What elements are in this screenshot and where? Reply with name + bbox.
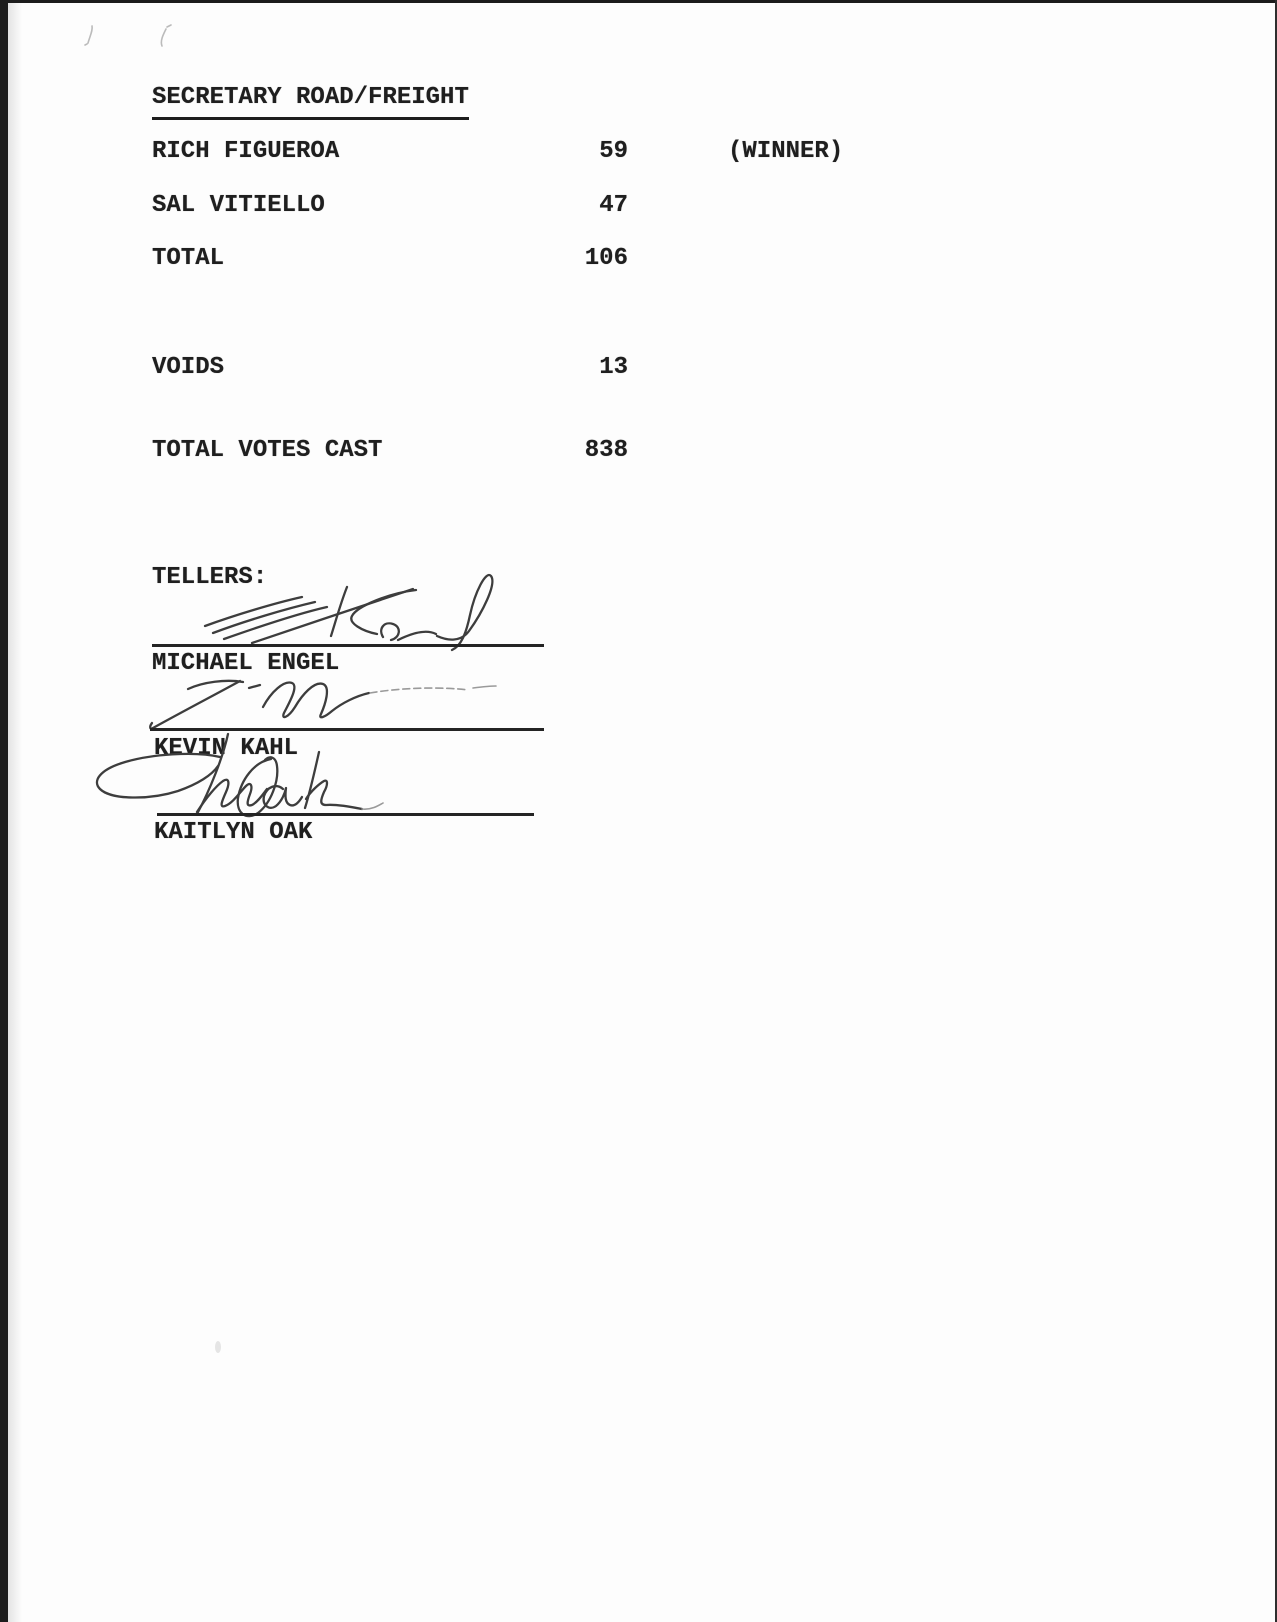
voids-count: 13	[599, 354, 628, 381]
teller-name: KAITLYN OAK	[154, 819, 313, 846]
total-votes-label: TOTAL VOTES CAST	[152, 437, 383, 464]
teller-name: KEVIN KAHL	[154, 735, 299, 762]
total-votes-count: 838	[584, 437, 628, 464]
voids-label: VOIDS	[152, 354, 225, 381]
total-count: 106	[584, 245, 628, 272]
candidate-name: SAL VITIELLO	[152, 192, 325, 219]
candidate-name: RICH FIGUEROA	[152, 138, 340, 165]
vote-count: 47	[599, 192, 628, 219]
scan-edge-strip-left	[0, 0, 8, 1622]
page-title: SECRETARY ROAD/FREIGHT	[152, 86, 469, 120]
scan-smudge	[215, 1341, 221, 1353]
winner-note: (WINNER)	[728, 138, 844, 165]
signature-line	[157, 813, 534, 816]
signature-line	[152, 644, 544, 647]
signature-kaitlyn-oak	[88, 715, 408, 825]
vote-count: 59	[599, 138, 628, 165]
total-label: TOTAL	[152, 245, 225, 272]
teller-name: MICHAEL ENGEL	[152, 650, 340, 677]
tellers-heading: TELLERS:	[152, 564, 268, 591]
pencil-marks	[0, 0, 220, 70]
scan-edge-shadow	[8, 0, 22, 1622]
